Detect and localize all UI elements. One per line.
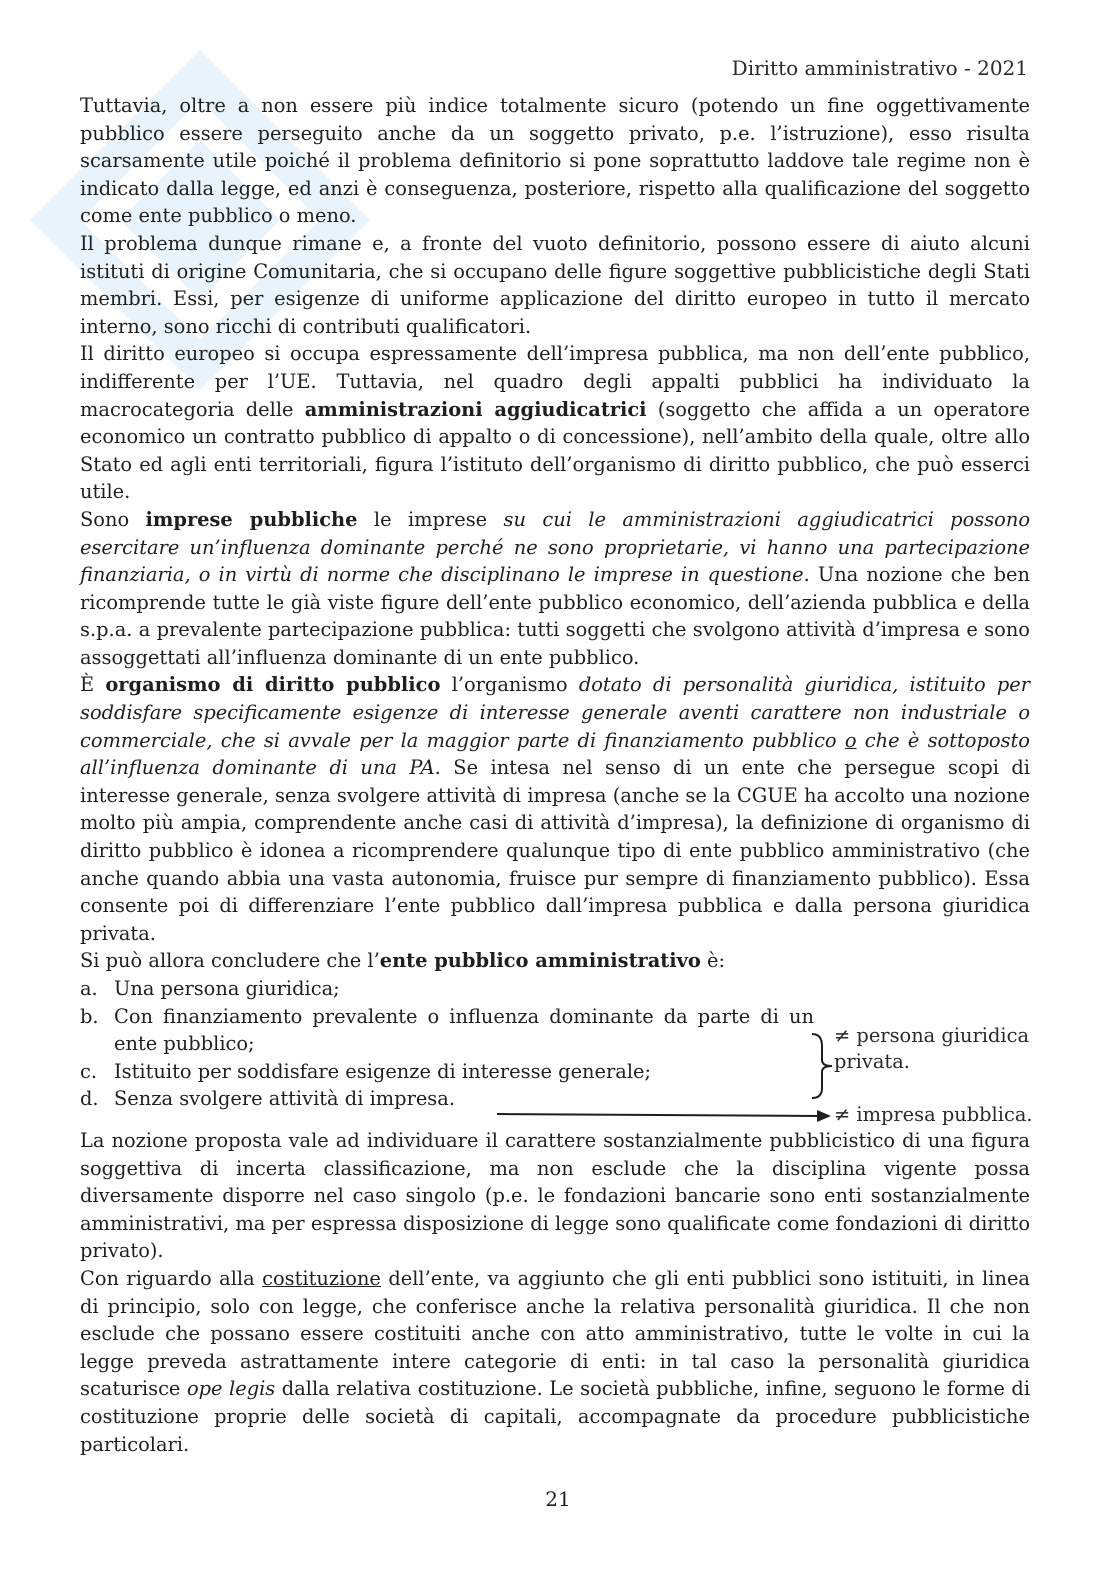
paragraph-3: Il diritto europeo si occupa espressamente dell’impresa pubblica, ma non dell’ente pubblico, indifferente per l’UE. Tuttavia, nel quadro degli appalti pubblici ha individuato la macrocategoria delle amministrazioni aggiudicatrici (soggetto che affida a un operatore economico un contratto pubblico di appalto o di concessione), nell’ambito della quale, oltre allo Stato ed agli enti territoriali, figura l’istituto dell’organismo di diritto pubblico, che può esserci utile. — [80, 342, 1030, 504]
term-organismo-di-diritto-pubblico: organismo di diritto pubblico — [105, 673, 441, 697]
paragraph-4: Sono imprese pubbliche le imprese su cui le amministrazioni aggiudicatrici possono esercitare un’influenza dominante perché ne sono proprietarie, vi hanno una partecipazione finanziaria, o in virtù di norme che disciplinano le imprese in questione. Una nozione che ben ricomprende tutte le già viste figure dell’ente pubblico economico, dell’azienda pubblica e della s.p.a. a prevalente partecipazione pubblica: tutti soggetti che svolgono attività d’impresa e sono assoggettati all’influenza dominante di un ente pubblico. — [80, 507, 1030, 669]
brace-icon — [808, 1032, 836, 1100]
page-number: 21 — [545, 1487, 571, 1511]
arrow-annotation: ≠ impresa pubblica. — [834, 1103, 1033, 1126]
page-body — [80, 92, 1030, 1458]
paragraph-5: È organismo di diritto pubblico l’organismo dotato di personalità giuridica, istituito per soddisfare specificamente esigenze di interesse generale aventi carattere non industriale o commerciale, che si avvale per la maggior parte di finanziamento pubblico o che è sottoposto all’influenza dominante di una PA. Se intesa nel senso di un ente che persegue scopi di interesse generale, senza svolgere attività di impresa (anche se la CGUE ha accolto una nozione molto più ampia, comprendente anche casi di attività d’impresa), la definizione di organismo di diritto pubblico è idonea a ricomprendere qualunque tipo di ente pubblico amministrativo (che anche quando abbia una vasta autonomia, fruisce pur sempre di finanziamento pubblico). Essa consente poi di differenziare l’ente pubblico dall’impresa pubblica e dalla persona giuridica privata. — [80, 673, 1030, 945]
list-item: d. Senza svolgere attività di impresa. — [80, 1087, 455, 1111]
list-item: b. Con finanziamento prevalente o influenza dominante da parte di un ente pubblico; — [80, 1004, 814, 1056]
term-ente-pubblico-amministrativo: ente pubblico amministrativo — [379, 949, 701, 973]
paragraph-8: Con riguardo alla costituzione dell’ente, va aggiunto che gli enti pubblici sono istituiti, in linea di principio, solo con legge, che conferisce anche la relativa personalità giuridica. Il che non esclude che possano essere costituiti anche con atto amministrativo, tutte le volte in cui la legge preveda astrattamente intere categorie di enti: in tal caso la personalità giuridica scaturisce ope legis dalla relativa costituzione. Le società pubbliche, infine, seguono le forme di costituzione proprie delle società di capitali, accompagnate da procedure pubblicistiche particolari. — [80, 1266, 1031, 1456]
brace-annotation: ≠ persona giuridica privata. — [834, 1024, 1030, 1073]
paragraph-1: Tuttavia, oltre a non essere più indice totalmente sicuro (potendo un fine oggettivamente pubblico essere perseguito anche da un soggetto privato, p.e. l’istruzione), esso risulta scarsamente utile poiché il problema definitorio si pone soprattutto laddove tale regime non è indicato dalla legge, ed anzi è conseguenza, posteriore, rispetto alla qualificazione del soggetto come ente pubblico o meno. — [80, 94, 1030, 228]
paragraph-7: La nozione proposta vale ad individuare il carattere sostanzialmente pubblicistico di una figura soggettiva di incerta classificazione, ma non esclude che la disciplina vigente possa diversamente disporre nel caso singolo (p.e. le fondazioni bancarie sono enti sostanzialmente amministrativi, ma per espressa disposizione di legge sono qualificate come fondazioni di diritto privato). — [80, 1128, 1030, 1263]
term-imprese-pubbliche: imprese pubbliche — [145, 507, 358, 531]
paragraph-2: Il problema dunque rimane e, a fronte del vuoto definitorio, possono essere di aiuto alcuni istituti di origine Comunitaria, che si occupano delle figure soggettive pubblicistiche degli Stati membri. Essi, per esigenze di uniforme applicazione del diritto europeo in tutto il mercato interno, sono ricchi di contributi qualificatori. — [80, 231, 1030, 338]
list-item: a. Una persona giuridica; — [80, 977, 340, 1000]
paragraph-6: Si può allora concludere che l’ente pubblico amministrativo è: — [80, 949, 726, 973]
running-header: Diritto amministrativo - 2021 — [731, 56, 1028, 80]
arrow-icon — [497, 1106, 833, 1122]
term-amministrazioni-aggiudicatrici: amministrazioni aggiudicatrici — [304, 397, 647, 421]
list-item: c. Istituito per soddisfare esigenze di interesse generale; — [80, 1059, 652, 1083]
